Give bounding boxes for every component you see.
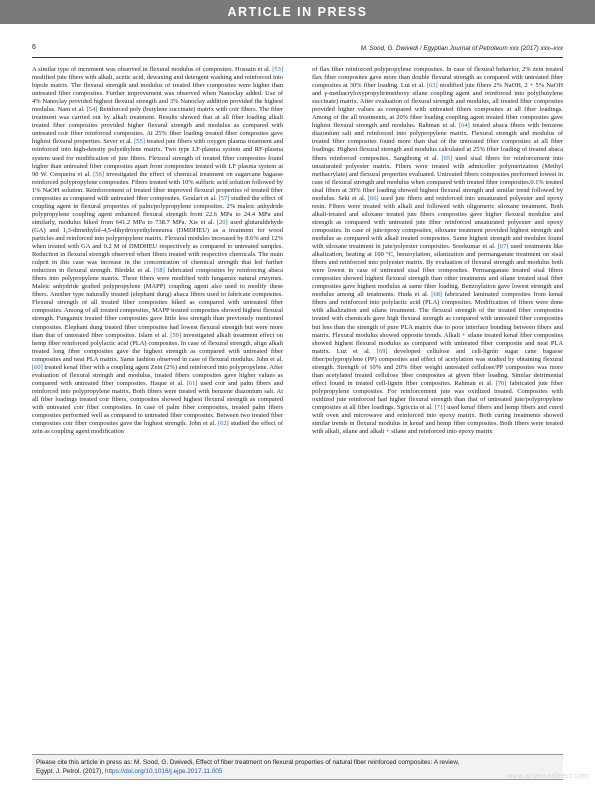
citation-reference[interactable]: [66]: [367, 194, 379, 202]
left-column: [32, 66, 283, 742]
citation-reference[interactable]: [59]: [170, 331, 182, 339]
citation-reference[interactable]: [54]: [86, 106, 98, 114]
body-text-run: used treatments like alkalization, heating at 100 °C, benzoylation, silanization and permanganate treatment on sisal fibers and reinforced into polyester matrix. By evaluation of flexural strength and modulus both were lowest in case of untreated sisal fiber composites. Permanganate treated sisal fibers composites showed highest flexural strength than other treatments and silane treated sisal fiber composites gave highest modulus at same fiber loading. Benzoylation gave lowest strength and modulus among all treatments. Huda et al.: [312, 243, 563, 299]
citation-line-1: Please cite this article in press as: M. Sood, G. Dwivedi, Effect of fiber treatment on flexural properties of natural fiber reinforced composites: A review,: [36, 759, 460, 766]
citation-journal: Egypt. J. Petrol. (2017),: [36, 768, 105, 775]
body-text-run: developed cellulose and cell-lignin sugar cane bagasse fiber/polypropylene (PP) composites and effect of acetylation was studied by obtaining flexural strength. Strength of 10% and 20% fiber weight untreated cellulose/PP composites was more than acetylated treated cellulose fiber composites at given fiber loading. Similar detrimental effect found in treated cell-lignin fiber composites. Rahman et al.: [312, 347, 563, 387]
body-text-run: fabricated jute fiber polypropylene composites. For reinforcement jute was oxidized treated. Composites with oxidized jute reinforced had higher flexural strength than that of untreated jute/polypropylene composites at all fiber loadings. Sgriccia et al.: [312, 379, 563, 411]
body-text-run: used kenaf fibers and hemp fibers and cured with oven and microwave and reinforced into epoxy matrix. Both curing treatments showed similar trends in flexural modulus in kenaf and hemp fiber composites. Both fibers were treated with alkali, silane and alkali + silane and reinforced into epoxy matrix: [312, 403, 563, 436]
body-text-run: used coir and palm fibers and reinforced into polypropylene matrix. Both fibers were treated with benzene diazonium salt. At all fiber loadings treated coir fibers, composites showed highest flexural strength as compared with untreated coir fiber composites. In case of palm fiber composites, treated palm fibers composites performed well as compared to untreated fiber composites. Between two treated fiber composites coir fiber composites gave the highest strength. John et al.: [32, 379, 283, 428]
citation-reference[interactable]: [62]: [217, 420, 229, 428]
citation-reference[interactable]: [64]: [459, 122, 470, 130]
citation-reference[interactable]: [71]: [434, 403, 446, 411]
citation-reference[interactable]: [60]: [32, 363, 43, 371]
body-text-run: fabricated composites by reinforcing abaca fibers into polypropylene matrix. These fibers were modified with fungamix natural enzymes. Maleic anhydride grafted polypropylene (MAPP) coupling agent also used to modify these fibers. Another type naturally treated (elephant dung) abaca fibers used to fabricate composites. Flexural strength of all treated fiber composites hiked as compared with untreated fiber composites. Among of all treated composites, MAPP treated composites showed highest flexural strength. Fungamix treated fiber composites gave little less strength than previously mentioned composites. Elephant dung treated fiber composites had lowest flexural strength but were more than that of untreated fiber composites. Islam et al.: [32, 267, 283, 339]
body-text-run: of flax fiber reinforced polypropylene composites. In case of flexural behavior, 2% zein treated flax fiber composites gave more than double flexural strength as compared with untreated fiber composites at 30% fiber loading. Lui et al.: [312, 66, 563, 90]
journal-reference: M. Sood, G. Dwivedi / Egyptian Journal of Petroleum xxx (2017) xxx–xxx: [360, 45, 563, 52]
body-text-run: investigated alkali treatment effect on hemp fiber reinforced polylactic acid (PLA) composites. In case of flexural strength, align alkali treated long fiber composites gave the highest strength as compared with untreated fiber composites and neat PLA matrix. Same fashion observed in case of flexural modulus. John et al.: [32, 331, 283, 363]
body-text-run: used glutaraldehyde (GA) and 1,3-dimethylol-4,5-dihydroxyethyleneurea (DMDHEU) as a treatment for wood particles and reinforced into polypropylene matrix. Flexural modules increased by 8.6% and 12% when treated with GA and 0.2 M of DMDHEU respectively as compared to untreated samples. Reduction in flexural strength observed when fibers treated with respective chemicals. The main culprit in this case was increase in the concentration of chemical strength that led further reduction in flexural strength. Bledzki et al.: [32, 218, 283, 275]
citation-reference[interactable]: [58]: [154, 267, 165, 275]
page-number: 6: [32, 44, 36, 51]
body-text-run: treated kenaf fiber with a coupling agent Zein (2%) and reinforced into polypropylene. After evaluation of flexural strength and modulus, treated fibers composites gave higher values as compared with untreated fiber composites. Haque et al.: [32, 363, 283, 387]
right-column: [312, 66, 563, 742]
body-text-run: studied the effect of zein as coupling agent modification: [32, 420, 283, 436]
body-text-run: modified jute fibers 2% NaOH, 2 + 5% NaOH and γ-methacryloxypropyltrimethoxy silane coupling agent and reinforced into poly(butylene succinate) matrix. After evaluation of flexural strength and modulus, all treated fiber composites provided higher values as compared with untreated fibers composites at all fiber loadings. Among of the all treatments, at 20% fiber loading coupling agent treated fiber composites gave highest flexural strength and modulus. Rahman et al.: [312, 82, 563, 130]
header-rule: [32, 57, 563, 58]
body-text-run: used sisal fibers for reinforcement into unsaturated polyester matrix. Fibers were treated with admiceller polymerization (Methyl methacrylate) and flexural properties evaluated. Untreated fibers composites performed lowest in case of flexural strength and modulus when compared with treated fiber composites.0.1% treated sisal fibers at 30% fiber loading showed highest flexural strength and similar trend followed by modulus. Seki et al.: [312, 154, 563, 202]
body-text-run: Reinforced poly (butylene succinate) matrix with coir fibers. The fiber treatment was carried out by alkali treatment. Results showed that at all fiber loading alkali treated fiber composites provided higher flexural strength and modulus as compared with untreated coir fiber reinforced composites. At 25% fiber loading treated fiber composites gave highest flexural properties. Sever et al.: [32, 106, 283, 146]
body-text-run: treated abaca fibers with benzene diazonium salt and reinforced into polypropylene matrix. Flexural strength and modulus of treated fiber composites found more than that of the untreated fiber composites at all fiber loadings. Highest flexural strength and modulus calculated at 25% fiber loading of treated abaca fibers reinforced composites. Sangthong et al.: [312, 122, 563, 162]
body-text-run: used jute fibers and reinforced into unsaturated polyester and epoxy resin. Fibers were treated with alkali and followed with oligomeric siloxane treatment. Both alkali-treated and siloxane treated jute fibers composites gave higher flexural modulus and strength as compared with untreated jute fiber reinforced unsaturated polyester and epoxy composites. In case of jute/epoxy composites, siloxane treatment provided highest strength and modulus as compared with alkali treated composites. Same highest strength and modules found with siloxane treatment in jute/polyester composites. Sreekumar et al.: [312, 194, 563, 251]
right-column-text: [312, 66, 563, 436]
left-column-text: [32, 66, 283, 436]
citation-reference[interactable]: [68]: [431, 291, 442, 299]
citation-reference[interactable]: [69]: [376, 347, 388, 355]
running-head: [32, 44, 563, 56]
body-text-run: treated jute fibers with oxygen plasma treatment and reinforced into high-density polyethylene matrix. Two type LF-plasma system and RF-plasma system used for modification of jute fibers. Flexural strength of treated fiber composites found higher than untreated fiber composites apart from composites treated with LF plasma system at 90 W. Cerqueira et al.: [32, 138, 283, 178]
citation-reference[interactable]: [20]: [216, 218, 228, 226]
citation-footer: [32, 754, 563, 780]
citation-reference[interactable]: [70]: [495, 379, 507, 387]
body-text-run: modified jute fibers with alkali, acetic acid, dewaxing and detergent washing and reinforced into bipole matrix. The flexural strength and modulus of treated fiber composites were higher than untreated fiber composites. Further improvement was observed when Nanoclay added. Use of 4% Nanoclay provided highest flexural strength and 3% Nanoclay addition provided the highest modulus. Nam et al.: [32, 74, 283, 114]
body-text-run: A similar type of increment was observed in flexural modulus of composites. Hossain et al.: [32, 66, 273, 73]
citation-reference[interactable]: [63]: [426, 82, 438, 90]
watermark: www.sciencedirect.com: [506, 772, 589, 780]
citation-reference[interactable]: [56]: [93, 170, 104, 178]
citation-reference[interactable]: [65]: [441, 154, 453, 162]
article-in-press-banner: [0, 0, 595, 24]
citation-line-2: [36, 767, 559, 776]
citation-reference[interactable]: [61]: [186, 379, 198, 387]
body-text-run: fabricated laminated composites from kenaf fibers and reinforced into polylactic acid (PLA) composites. Modification of fibers were done with alkalization and silane treatment. The flexural strength of the treated fiber composites treated with chemicals gave high flexural strength as compared with untreated fiber composites but less than the strength of pure PLA matrix due to poor interface bonding between fibers and matrix. Flexural modulus showed opposite trends. Alkali + silane treated kenaf fiber composites showed highest flexural modulus as compared with untreated fiber composite and neat PLA matrix. Luz et al.: [312, 291, 563, 355]
citation-reference[interactable]: [57]: [218, 194, 230, 202]
citation-reference[interactable]: [67]: [497, 243, 509, 251]
citation-reference[interactable]: [55]: [134, 138, 145, 146]
body-text-run: studied the effect of coupling agent in flexural properties of palm/polypropylene composites. 2% maleic anhydride polypropylene coupling agent enhanced flexural strength from 22.6 MPa to 24.4 MPa and similarly, modulus hiked from 641.2 MPa to 738.7 MPa. Xie et al.: [32, 194, 283, 226]
doi-link[interactable]: https://doi.org/10.1016/j.ejpe.2017.11.005: [104, 768, 223, 775]
citation-reference[interactable]: [53]: [272, 66, 283, 73]
body-text-run: investigated the effect of chemical treatment on sugarcane bagasse reinforced polypropylene composites. Fibers treated with 10% sulfuric acid solution followed by 1% NaOH solution. Reinforcement of treated fiber improved flexural properties of treated fiber composites as compared with untreated fiber composites. Goulart et al.: [32, 170, 283, 202]
banner-text: ARTICLE IN PRESS: [227, 5, 368, 19]
